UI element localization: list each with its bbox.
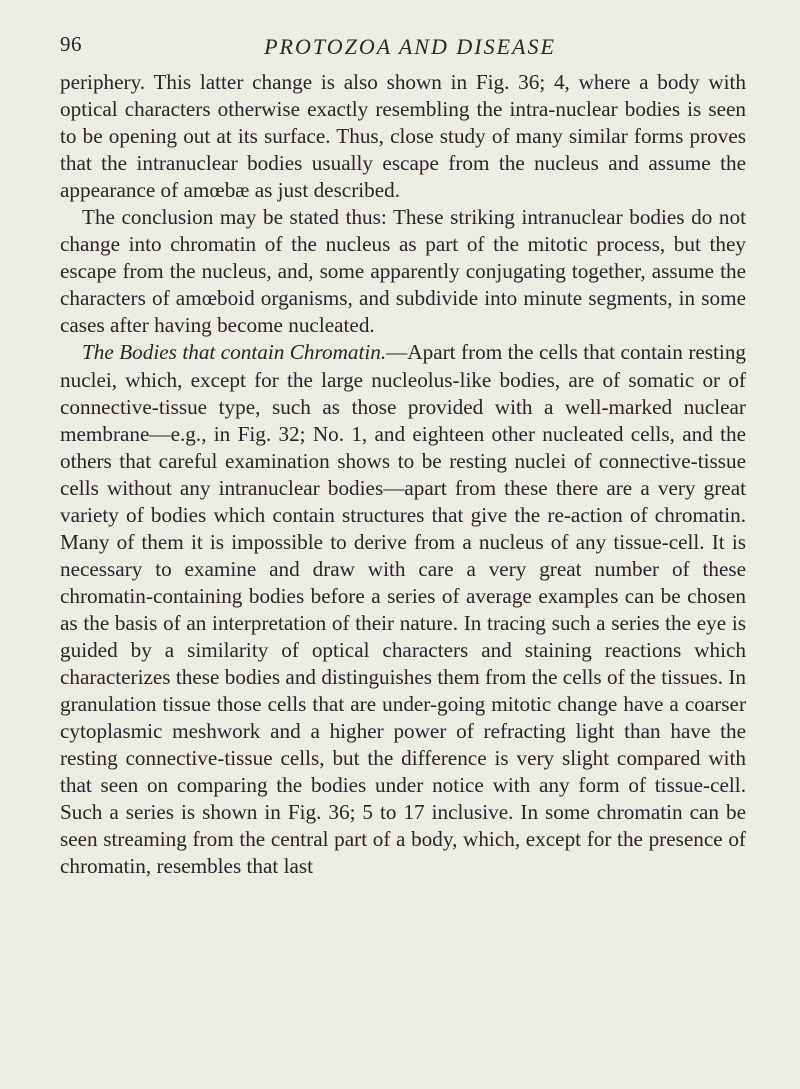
page-number: 96 [60, 32, 82, 56]
page-header [60, 28, 760, 68]
paragraph-2: The conclusion may be stated thus: These striking intranuclear bodies do not change into chromatin of the nucleus as part of the mitotic process, but they escape from the nucleus, and, some apparently conjugating together, assume the characters of amœboid organisms, and subdivide into minute segments, in some cases after having become nucleated. [60, 205, 746, 338]
body-text [60, 69, 746, 880]
section-heading: The Bodies that contain Chromatin. [82, 340, 387, 365]
paragraph-1: periphery. This latter change is also shown in Fig. 36; 4, where a body with optical characters otherwise exactly resembling the intra-nuclear bodies is seen to be opening out at its surface. Thus, close study of many similar forms proves that the intranuclear bodies usually escape from the nucleus and assume the appearance of amœbæ as just described. [60, 70, 746, 203]
paragraph-3-text: —Apart from the cells that contain resting nuclei, which, except for the large nucleolus-like bodies, are of somatic or of connective-tissue type, such as those provided with a well-marked nuclear membrane—e.g., in Fig. 32; No. 1, and eighteen other nucleated cells, and the others that careful examination shows to be resting nuclei of connective-tissue cells without any intranuclear bodies—apart from these there are a very great variety of bodies which contain structures that give the re-action of chromatin. Many of them it is impossible to derive from a nucleus of any tissue-cell. It is necessary to examine and draw with care a very great number of these chromatin-containing bodies before a series of average examples can be chosen as the basis of an interpretation of their nature. In tracing such a series the eye is guided by a similarity of optical characters and staining reactions which characterizes these bodies and distinguishes them from the cells of the tissues. In granulation tissue those cells that are under-going mitotic change have a coarser cytoplasmic meshwork and a higher power of refracting light than have the resting connective-tissue cells, but the difference is very slight compared with that seen on comparing the bodies under notice with any form of tissue-cell. Such a series is shown in Fig. 36; 5 to 17 inclusive. In some chromatin can be seen streaming from the central part of a body, which, except for the presence of chromatin, resembles that last [60, 340, 747, 879]
running-head: PROTOZOA AND DISEASE [264, 34, 556, 59]
paragraph-3 [60, 339, 746, 880]
